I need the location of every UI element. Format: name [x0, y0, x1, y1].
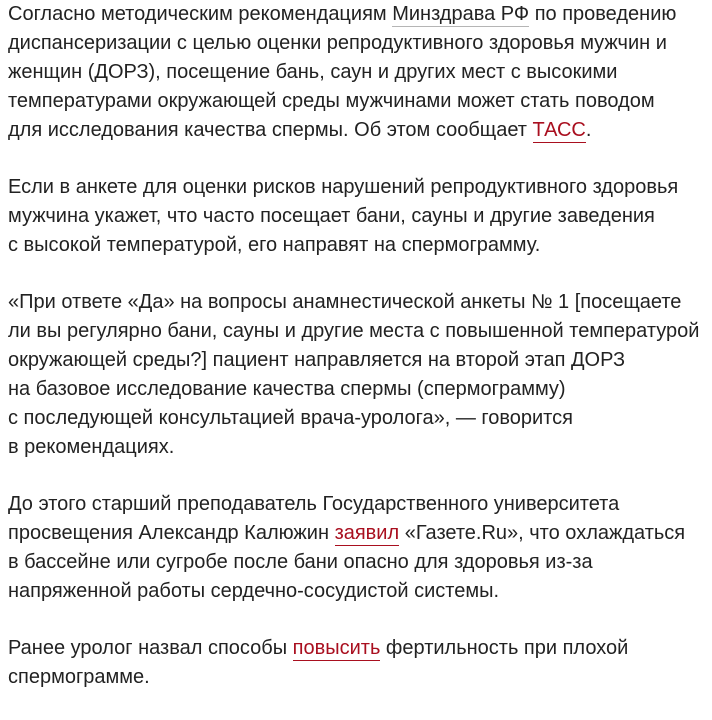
text: .: [585, 119, 592, 141]
text-line: [8, 116, 710, 145]
text-line: До этого старший преподаватель Государственного университета: [8, 493, 620, 515]
text-line: с последующей консультацией врача-уролога», — говорится: [8, 407, 573, 429]
text-line: в рекомендациях.: [8, 436, 175, 458]
paragraph-4: [8, 490, 710, 606]
text-line: на базовое исследование качества спермы (спермограмму): [8, 378, 566, 400]
text: Ранее уролог назвал способы: [8, 637, 293, 659]
text-line: напряженной работы сердечно-сосудистой системы.: [8, 580, 500, 602]
text: Согласно методическим рекомендациям: [8, 3, 393, 25]
link-povysit[interactable]: повысить: [292, 637, 381, 659]
paragraph-2: [8, 173, 710, 260]
paragraph-3-quote: [8, 288, 710, 462]
text: для исследования качества спермы. Об этом сообщает: [8, 119, 533, 141]
text-line: женщин (ДОРЗ), посещение бань, саун и других мест с высокими: [8, 61, 618, 83]
text: фертильность при плохой: [380, 637, 629, 659]
paragraph-1: [8, 0, 710, 145]
text-line: [8, 634, 710, 663]
link-zayavil[interactable]: заявил: [334, 522, 400, 544]
paragraph-5: [8, 634, 710, 692]
text-line: с высокой температурой, его направят на спермограмму.: [8, 234, 541, 256]
text-line: диспансеризации с целью оценки репродуктивного здоровья мужчин и: [8, 32, 667, 54]
text-line: окружающей среды?] пациент направляется на второй этап ДОРЗ: [8, 349, 626, 371]
text: просвещения Александр Калюжин: [8, 522, 335, 544]
text-line: спермограмме.: [8, 666, 150, 688]
text-line: мужчина укажет, что часто посещает бани, сауны и другие заведения: [8, 205, 655, 227]
link-minzdrav[interactable]: Минздрава РФ: [392, 3, 530, 25]
text-line: «При ответе «Да» на вопросы анамнестической анкеты № 1 [посещаете: [8, 291, 682, 313]
text-line: ли вы регулярно бани, сауны и другие места с повышенной температурой: [8, 320, 700, 342]
text-line: [8, 519, 710, 548]
text-line: в бассейне или сугробе после бани опасно для здоровья из-за: [8, 551, 593, 573]
text: по проведению: [529, 3, 677, 25]
link-tass[interactable]: ТАСС: [532, 119, 586, 141]
text-line: температурами окружающей среды мужчинами может стать поводом: [8, 90, 655, 112]
text-line: [8, 0, 710, 29]
text-line: Если в анкете для оценки рисков нарушений репродуктивного здоровья: [8, 176, 679, 198]
text: «Газете.Ru», что охлаждаться: [399, 522, 686, 544]
article-body: [8, 0, 710, 720]
